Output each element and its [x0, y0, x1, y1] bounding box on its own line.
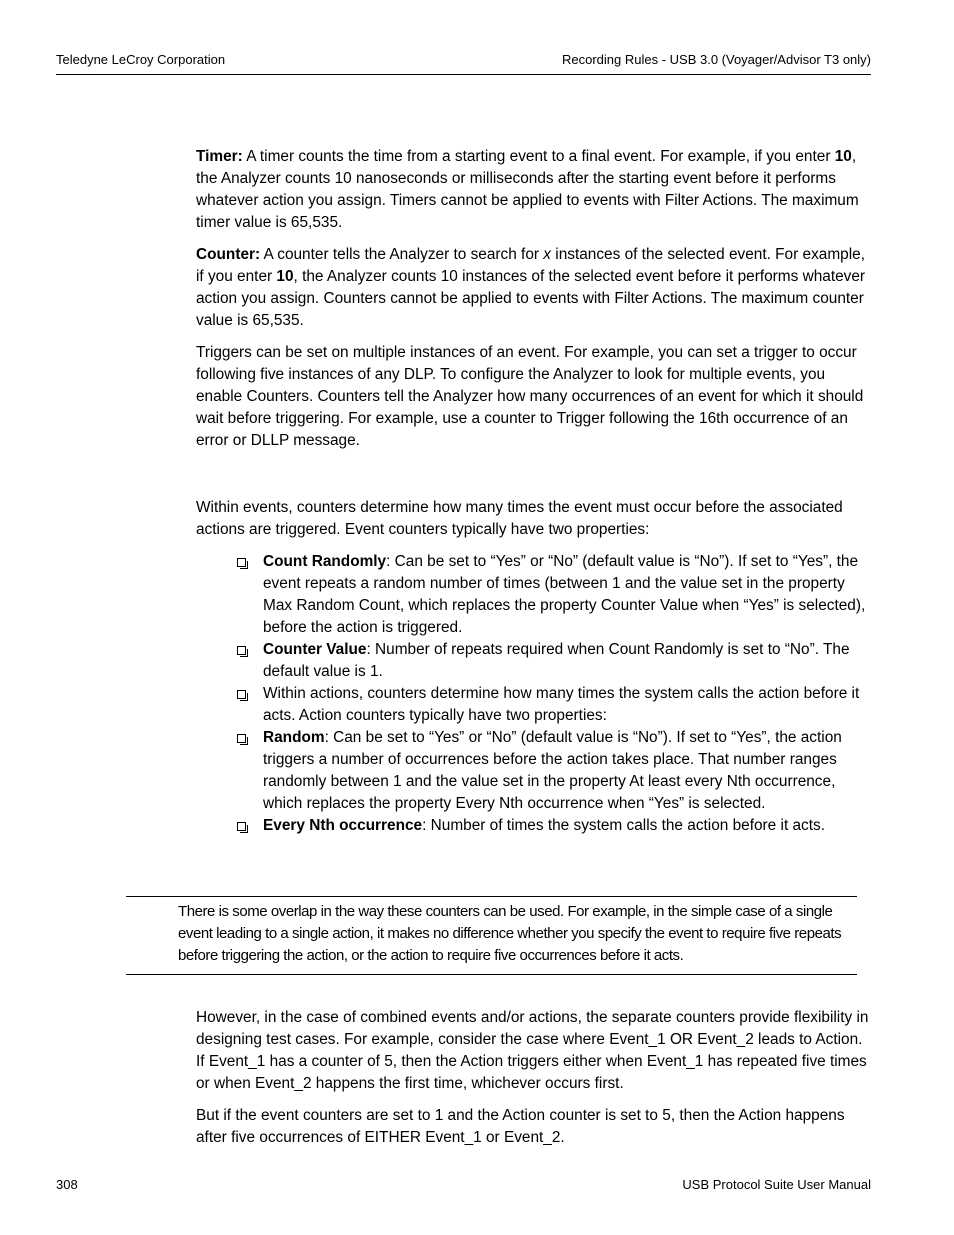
header-section-title: Recording Rules - USB 3.0 (Voyager/Advisor T3 only): [561, 52, 871, 67]
checkbox-bullet-icon: [237, 734, 246, 743]
page-header: [56, 52, 871, 75]
note-text: There is some overlap in the way these counters can be used. For example, in the simple case of a single event leading to a single action, it makes no difference whether you specify the event to require five repeats before triggering the action, or the action to require five occurrences before it acts.: [178, 903, 842, 964]
counter-paragraph: Counter: A counter tells the Analyzer to search for x instances of the selected event. For example, if you enter 10, the Analyzer counts 10 instances of the selected event before it performs whatever action you assign. Counters cannot be applied to events with Filter Actions. The maximum counter value is 65,535.: [196, 246, 866, 329]
list-item: Counter Value: Number of repeats required when Count Randomly is set to “No”. The default value is 1.: [237, 639, 872, 683]
footer-manual-title: USB Protocol Suite User Manual: [682, 1177, 871, 1192]
list-item: Every Nth occurrence: Number of times the system calls the action before it acts.: [237, 815, 872, 837]
events-paragraph: Within events, counters determine how many times the event must occur before the associated actions are triggered. Event counters typically have two properties:: [196, 499, 843, 538]
checkbox-bullet-icon: [237, 822, 246, 831]
counter-properties-list: [237, 551, 872, 837]
timer-label: Timer:: [196, 148, 243, 165]
but-paragraph: But if the event counters are set to 1 and the Action counter is set to 5, then the Action happens after five occurrences of EITHER Event_1 or Event_2.: [196, 1107, 845, 1146]
counter-label: Counter:: [196, 246, 261, 263]
page-number: 308: [56, 1177, 78, 1192]
list-item: Within actions, counters determine how many times the system calls the action before it acts. Action counters typically have two properties:: [237, 683, 872, 727]
triggers-paragraph: Triggers can be set on multiple instances of an event. For example, you can set a trigger to occur following five instances of any DLP. To configure the Analyzer to look for multiple events, you enable Counters. Counters tell the Analyzer how many occurrences of an event for which it should wait before triggering. For example, use a counter to Trigger following the 16th occurrence of an error or DLLP message.: [196, 344, 864, 449]
checkbox-bullet-icon: [237, 690, 246, 699]
list-item: Count Randomly: Can be set to “Yes” or “No” (default value is “No”). If set to “Yes”, the event repeats a random number of times (between 1 and the value set in the property Max Random Count, which replaces the property Counter Value when “Yes” is selected), before the action is triggered.: [237, 551, 872, 639]
checkbox-bullet-icon: [237, 558, 246, 567]
events-intro: [196, 497, 872, 541]
note-box: [126, 896, 857, 975]
header-company: Teledyne LeCroy Corporation: [56, 52, 226, 67]
checkbox-bullet-icon: [237, 646, 246, 655]
timer-paragraph: Timer: A timer counts the time from a starting event to a final event. For example, if you enter 10, the Analyzer counts 10 nanoseconds or milliseconds after the starting event before it performs whatever action you assign. Timers cannot be applied to events with Filter Actions. The maximum timer value is 65,535.: [196, 148, 859, 231]
body-bottom: [196, 1007, 872, 1159]
however-paragraph: However, in the case of combined events and/or actions, the separate counters provide flexibility in designing test cases. For example, consider the case where Event_1 OR Event_2 leads to Action. If Event_1 has a counter of 5, then the Action triggers either when Event_1 has repeated five times or when Event_2 happens the first time, whichever occurs first.: [196, 1009, 869, 1092]
body-top: [196, 146, 872, 462]
list-item: Random: Can be set to “Yes” or “No” (default value is “No”). If set to “Yes”, the action triggers a number of occurrences before the action takes place. That number ranges randomly between 1 and the value set in the property At least every Nth occurrence, which replaces the property Every Nth occurrence when “Yes” is selected.: [237, 727, 872, 815]
